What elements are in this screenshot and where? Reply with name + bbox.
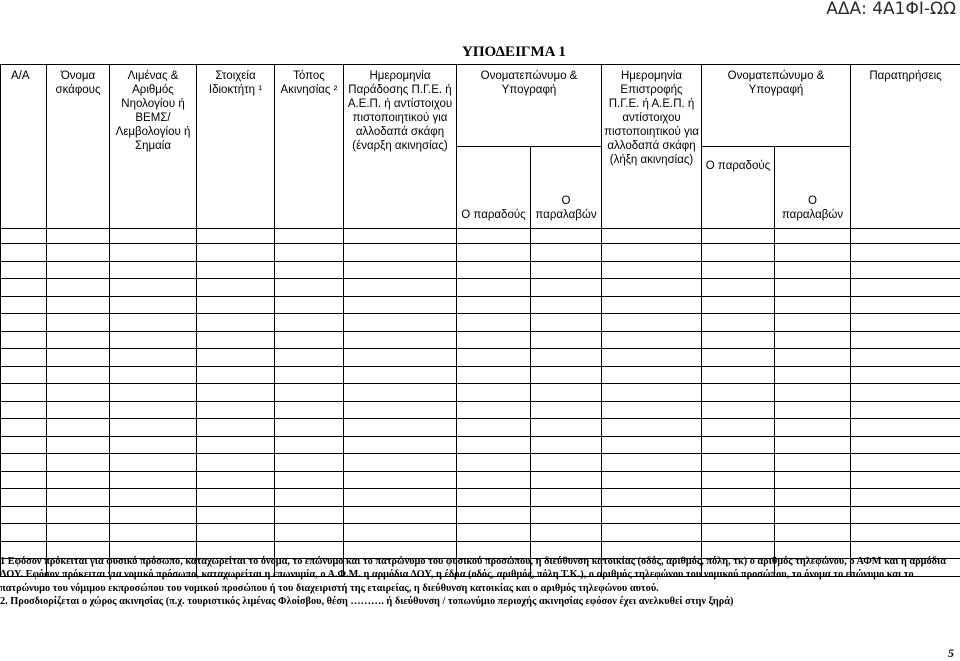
- table-cell: [602, 401, 702, 419]
- table-cell: [47, 524, 110, 542]
- table-cell: [531, 436, 602, 454]
- table-cell: [197, 244, 275, 262]
- table-cell: [110, 489, 197, 507]
- table-cell: [702, 244, 775, 262]
- table-cell: [47, 401, 110, 419]
- table-row: [1, 279, 960, 297]
- table-row: [1, 454, 960, 472]
- table-cell: [1, 244, 47, 262]
- table-cell: [110, 331, 197, 349]
- header-signature-1: Ονοματεπώνυμο & Υπογραφή: [457, 65, 602, 147]
- table-cell: [47, 349, 110, 367]
- table-cell: [47, 489, 110, 507]
- footnotes: [0, 555, 958, 608]
- table-cell: [344, 506, 457, 524]
- table-cell: [457, 279, 531, 297]
- table-cell: [775, 384, 851, 402]
- table-cell: [457, 489, 531, 507]
- table-cell: [702, 384, 775, 402]
- table-row: [1, 436, 960, 454]
- table-cell: [1, 314, 47, 332]
- header-sign1-giver: Ο παραδούς: [457, 147, 531, 229]
- table-cell: [702, 401, 775, 419]
- table-cell: [457, 244, 531, 262]
- table-cell: [457, 349, 531, 367]
- table-cell: [457, 401, 531, 419]
- header-sign2-receiver: Ο παραλαβών: [775, 147, 851, 229]
- table-cell: [47, 384, 110, 402]
- table-cell: [602, 436, 702, 454]
- table-cell: [47, 366, 110, 384]
- table-cell: [110, 506, 197, 524]
- table-cell: [531, 244, 602, 262]
- table-cell: [602, 244, 702, 262]
- table-spacer-row: [1, 229, 960, 244]
- table-cell: [775, 454, 851, 472]
- table-cell: [110, 401, 197, 419]
- table-cell: [197, 419, 275, 437]
- table-cell: [275, 419, 344, 437]
- table-cell: [275, 436, 344, 454]
- table-cell: [47, 296, 110, 314]
- header-signature-2: Ονοματεπώνυμο & Υπογραφή: [702, 65, 851, 147]
- page-number: 5: [948, 646, 954, 660]
- table-cell: [344, 366, 457, 384]
- table-cell: [531, 506, 602, 524]
- header-place: Τόπος Ακινησίας ²: [275, 65, 344, 229]
- table-cell: [197, 261, 275, 279]
- table-row: [1, 244, 960, 262]
- table-cell: [531, 419, 602, 437]
- table-row: [1, 331, 960, 349]
- table-row: [1, 296, 960, 314]
- table-cell: [1, 419, 47, 437]
- table-cell: [197, 279, 275, 297]
- table-cell: [457, 331, 531, 349]
- table-row: [1, 489, 960, 507]
- table-cell: [457, 436, 531, 454]
- table-cell: [851, 331, 960, 349]
- table-cell: [457, 524, 531, 542]
- table-cell: [775, 489, 851, 507]
- table-cell: [344, 489, 457, 507]
- table-cell: [344, 296, 457, 314]
- table-cell: [851, 366, 960, 384]
- table-cell: [110, 349, 197, 367]
- table-cell: [775, 471, 851, 489]
- table-cell: [275, 244, 344, 262]
- table-cell: [110, 436, 197, 454]
- table-cell: [47, 454, 110, 472]
- table-cell: [531, 331, 602, 349]
- table-cell: [775, 506, 851, 524]
- table-cell: [110, 384, 197, 402]
- table-cell: [457, 314, 531, 332]
- header-sign2-giver: Ο παραδούς: [702, 147, 775, 229]
- table-cell: [197, 524, 275, 542]
- table-cell: [275, 489, 344, 507]
- table-cell: [344, 401, 457, 419]
- table-cell: [775, 349, 851, 367]
- header-return-date: Ημερομηνία Επιστροφής Π.Γ.Ε. ή Α.Ε.Π. ή αντίστοιχου πιστοποιητικού για αλλοδαπά σκάφη (λήξη ακινησίας): [602, 65, 702, 229]
- header-owner: Στοιχεία Ιδιοκτήτη ¹: [197, 65, 275, 229]
- table-cell: [110, 314, 197, 332]
- header-delivery-date: Ημερομηνία Παράδοσης Π.Γ.Ε. ή Α.Ε.Π. ή αντίστοιχου πιστοποιητικού για αλλοδαπά σκάφη (έναρξη ακινησίας): [344, 65, 457, 229]
- table-cell: [457, 261, 531, 279]
- table-cell: [602, 454, 702, 472]
- page-title: ΥΠΟΔΕΙΓΜΑ 1: [462, 44, 566, 60]
- table-cell: [702, 471, 775, 489]
- header-vessel-name: Όνομα σκάφους: [47, 65, 110, 229]
- table-cell: [1, 366, 47, 384]
- table-cell: [275, 524, 344, 542]
- table-cell: [602, 471, 702, 489]
- table-cell: [775, 296, 851, 314]
- table-cell: [457, 384, 531, 402]
- table-cell: [851, 506, 960, 524]
- table-cell: [457, 296, 531, 314]
- table-cell: [531, 384, 602, 402]
- table-cell: [1, 454, 47, 472]
- table-cell: [775, 244, 851, 262]
- table-row: [1, 506, 960, 524]
- table-cell: [851, 489, 960, 507]
- table-cell: [851, 436, 960, 454]
- table-cell: [775, 401, 851, 419]
- table-cell: [344, 471, 457, 489]
- table-cell: [531, 454, 602, 472]
- table-cell: [110, 471, 197, 489]
- table-cell: [457, 419, 531, 437]
- table-cell: [531, 296, 602, 314]
- table-cell: [1, 401, 47, 419]
- table-cell: [344, 419, 457, 437]
- table-row: [1, 471, 960, 489]
- table-cell: [775, 419, 851, 437]
- table-cell: [702, 314, 775, 332]
- table-row: [1, 349, 960, 367]
- table-cell: [1, 261, 47, 279]
- table-cell: [344, 331, 457, 349]
- table-cell: [775, 314, 851, 332]
- table-cell: [851, 401, 960, 419]
- table-row: [1, 261, 960, 279]
- table-cell: [602, 331, 702, 349]
- table-cell: [602, 261, 702, 279]
- table-cell: [775, 524, 851, 542]
- table-cell: [702, 279, 775, 297]
- table-cell: [457, 471, 531, 489]
- table-row: [1, 366, 960, 384]
- table-cell: [275, 366, 344, 384]
- table-cell: [702, 506, 775, 524]
- table-cell: [851, 296, 960, 314]
- table-cell: [197, 436, 275, 454]
- table-cell: [1, 489, 47, 507]
- table-cell: [275, 331, 344, 349]
- table-cell: [602, 419, 702, 437]
- table-cell: [851, 244, 960, 262]
- table-cell: [531, 261, 602, 279]
- table-cell: [344, 244, 457, 262]
- table-cell: [702, 489, 775, 507]
- header-remarks: Παρατηρήσεις: [851, 65, 960, 229]
- header-sign1-receiver: Ο παραλαβών: [531, 147, 602, 229]
- table-cell: [344, 261, 457, 279]
- table-cell: [1, 524, 47, 542]
- table-cell: [275, 454, 344, 472]
- table-cell: [775, 331, 851, 349]
- table-cell: [775, 436, 851, 454]
- table-cell: [275, 279, 344, 297]
- table-cell: [851, 419, 960, 437]
- table-cell: [851, 279, 960, 297]
- table-cell: [1, 436, 47, 454]
- table-cell: [344, 524, 457, 542]
- table-cell: [702, 419, 775, 437]
- table-cell: [457, 454, 531, 472]
- table-cell: [344, 279, 457, 297]
- table-cell: [457, 506, 531, 524]
- ada-code: ΑΔΑ: 4Α1ΦΙ-ΩΩ: [826, 0, 956, 19]
- table-cell: [531, 471, 602, 489]
- table-cell: [110, 244, 197, 262]
- table-cell: [531, 279, 602, 297]
- table-cell: [602, 384, 702, 402]
- table-cell: [531, 401, 602, 419]
- table-cell: [197, 366, 275, 384]
- table-cell: [702, 331, 775, 349]
- table-cell: [275, 471, 344, 489]
- table-cell: [344, 314, 457, 332]
- table-cell: [47, 506, 110, 524]
- table-cell: [531, 524, 602, 542]
- table-row: [1, 401, 960, 419]
- table-cell: [702, 524, 775, 542]
- table-cell: [1, 384, 47, 402]
- table-cell: [344, 436, 457, 454]
- table-cell: [702, 349, 775, 367]
- table-cell: [197, 454, 275, 472]
- table-body: [1, 229, 960, 577]
- table-cell: [110, 261, 197, 279]
- table-row: [1, 419, 960, 437]
- table-cell: [531, 489, 602, 507]
- table-cell: [47, 436, 110, 454]
- table-cell: [602, 296, 702, 314]
- table-cell: [110, 419, 197, 437]
- table-cell: [602, 524, 702, 542]
- table-cell: [775, 366, 851, 384]
- table-cell: [197, 296, 275, 314]
- table-cell: [275, 296, 344, 314]
- table-cell: [1, 331, 47, 349]
- table-cell: [602, 506, 702, 524]
- table-cell: [775, 261, 851, 279]
- table-cell: [47, 471, 110, 489]
- table-cell: [197, 331, 275, 349]
- table-cell: [197, 506, 275, 524]
- table-cell: [531, 349, 602, 367]
- table-cell: [47, 279, 110, 297]
- table-cell: [702, 296, 775, 314]
- table-cell: [1, 506, 47, 524]
- table-cell: [197, 349, 275, 367]
- table-row: [1, 384, 960, 402]
- table-cell: [702, 454, 775, 472]
- header-port-registry: Λιμένας & Αριθμός Νηολογίου ή ΒΕΜΣ/ Λεμβολογίου ή Σημαία: [110, 65, 197, 229]
- table-cell: [1, 349, 47, 367]
- table-cell: [275, 349, 344, 367]
- table-cell: [531, 366, 602, 384]
- table-cell: [851, 471, 960, 489]
- table-cell: [110, 524, 197, 542]
- table-cell: [47, 331, 110, 349]
- table-row: [1, 314, 960, 332]
- table-cell: [851, 384, 960, 402]
- table-cell: [197, 384, 275, 402]
- table-cell: [602, 366, 702, 384]
- table-cell: [47, 261, 110, 279]
- table-cell: [602, 314, 702, 332]
- table-cell: [851, 349, 960, 367]
- table-cell: [197, 471, 275, 489]
- table-cell: [531, 314, 602, 332]
- table-cell: [47, 244, 110, 262]
- table-cell: [702, 436, 775, 454]
- table-cell: [47, 419, 110, 437]
- table-cell: [275, 401, 344, 419]
- table-cell: [110, 366, 197, 384]
- table-cell: [851, 314, 960, 332]
- table-cell: [197, 314, 275, 332]
- table-cell: [457, 366, 531, 384]
- table-cell: [275, 314, 344, 332]
- table-cell: [344, 454, 457, 472]
- table-cell: [197, 401, 275, 419]
- table-cell: [851, 261, 960, 279]
- record-table: [0, 64, 960, 577]
- table-cell: [702, 366, 775, 384]
- table-cell: [275, 261, 344, 279]
- table-cell: [275, 506, 344, 524]
- table-cell: [851, 454, 960, 472]
- table-cell: [344, 384, 457, 402]
- table-cell: [1, 279, 47, 297]
- header-aa: Α/Α: [1, 65, 47, 229]
- table-cell: [197, 489, 275, 507]
- table-cell: [275, 384, 344, 402]
- table-row: [1, 524, 960, 542]
- table-cell: [851, 524, 960, 542]
- footnote-2: 2. Προσδιορίζεται ο χώρος ακινησίας (π.χ. τουριστικός λιμένας Φλοίσβου, θέση ………. ή διεύθυνση / τοπωνύμιο περιοχής ακινησίας εφόσον έχει ανελκυθεί στην ξηρά): [0, 595, 734, 607]
- table-cell: [110, 279, 197, 297]
- table-cell: [344, 349, 457, 367]
- table-cell: [1, 296, 47, 314]
- table-cell: [602, 489, 702, 507]
- table-cell: [702, 261, 775, 279]
- table-cell: [110, 454, 197, 472]
- table-cell: [1, 471, 47, 489]
- table-cell: [775, 279, 851, 297]
- table-cell: [602, 349, 702, 367]
- footnote-1: 1 Εφόσον πρόκειται για φυσικό πρόσωπο, καταχωρείται το όνομα, το επώνυμο και το πατρώνυμο του φυσικού προσώπου, η διεύθυνση κατοικίας (οδός, αριθμός, πόλη, τκ) ο αριθμός τηλεφώνου, ο ΑΦΜ και η αρμόδια ΔΟΥ. Εφόσον πρόκειται για νομικό πρόσωπο, καταχωρείται η επωνυμία, ο Α.Φ.Μ. η αρμόδια ΔΟΥ, η έδρα (οδός, αριθμός, πόλη Τ.Κ.), ο αριθμός τηλεφώνου του νομικού προσώπου, το όνομα το επώνυμο και το πατρώνυμο του νόμιμου εκπροσώπου του νομικού προσώπου ή του διαχειριστή της εταιρείας, η διεύθυνση κατοικίας και ο αριθμός τηλεφώνου αυτού.: [0, 556, 946, 594]
- table-cell: [602, 279, 702, 297]
- table-cell: [110, 296, 197, 314]
- table-cell: [47, 314, 110, 332]
